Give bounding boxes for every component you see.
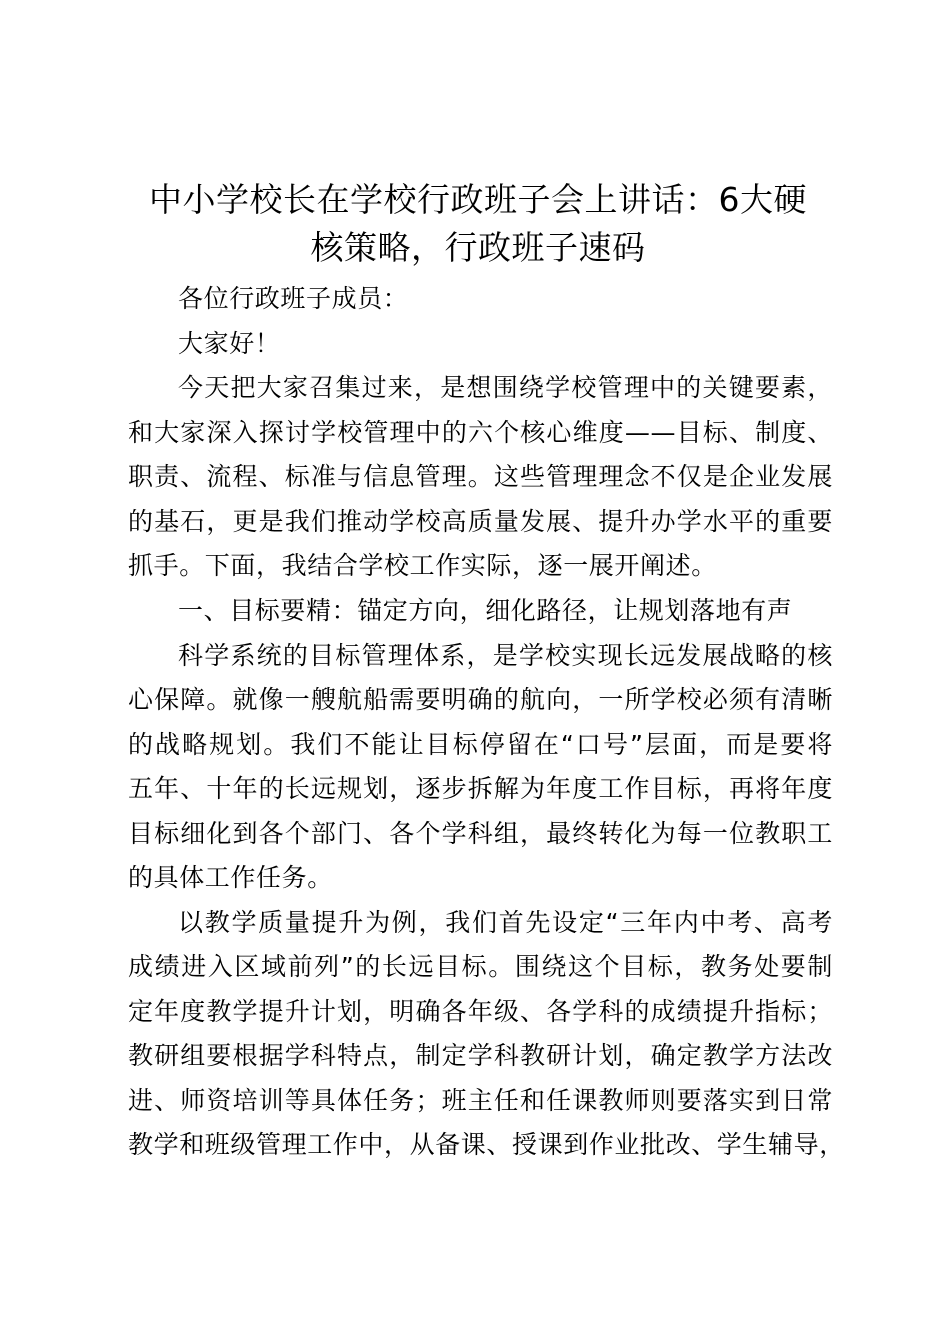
paragraph-line: 职责、流程、标准与信息管理。这些管理理念不仅是企业发展 [128, 462, 833, 491]
paragraph-line: 教学和班级管理工作中，从备课、授课到作业批改、学生辅导， [128, 1130, 845, 1159]
paragraph-line: 的战略规划。我们不能让目标停留在“口号”层面，而是要将 [128, 730, 833, 759]
paragraph-line: 今天把大家召集过来，是想围绕学校管理中的关键要素， [178, 373, 833, 402]
paragraph-line: 定年度教学提升计划，明确各年级、各学科的成绩提升指标； [128, 997, 833, 1026]
paragraph-line: 和大家深入探讨学校管理中的六个核心维度——目标、制度、 [128, 418, 833, 447]
paragraph-line: 教研组要根据学科特点，制定学科教研计划，确定教学方法改 [128, 1041, 833, 1070]
paragraph-line: 成绩进入区域前列”的长远目标。围绕这个目标，教务处要制 [128, 952, 833, 981]
paragraph-line: 目标细化到各个部门、各个学科组，最终转化为每一位教职工 [128, 819, 833, 848]
document-title-line-2: 核策略，行政班子速码 [310, 228, 646, 267]
paragraph-line: 进、师资培训等具体任务；班主任和任课教师则要落实到日常 [128, 1086, 833, 1115]
paragraph-line: 的具体工作任务。 [128, 863, 333, 892]
paragraph-line: 的基石，更是我们推动学校高质量发展、提升办学水平的重要 [128, 507, 833, 536]
salutation: 各位行政班子成员： [178, 284, 409, 313]
paragraph-line: 科学系统的目标管理体系，是学校实现长远发展战略的核 [178, 641, 833, 670]
paragraph-line: 抓手。下面，我结合学校工作实际，逐一展开阐述。 [128, 551, 717, 580]
section-heading: 一、目标要精：锚定方向，细化路径，让规划落地有声 [178, 596, 793, 625]
greeting: 大家好！ [178, 329, 281, 358]
paragraph-line: 五年、十年的长远规划，逐步拆解为年度工作目标，再将年度 [128, 774, 833, 803]
paragraph-line: 以教学质量提升为例，我们首先设定“三年内中考、高考 [178, 908, 833, 937]
document-title-line-1: 中小学校长在学校行政班子会上讲话：6大硬 [149, 180, 807, 219]
paragraph-line: 心保障。就像一艘航船需要明确的航向，一所学校必须有清晰 [128, 685, 833, 714]
